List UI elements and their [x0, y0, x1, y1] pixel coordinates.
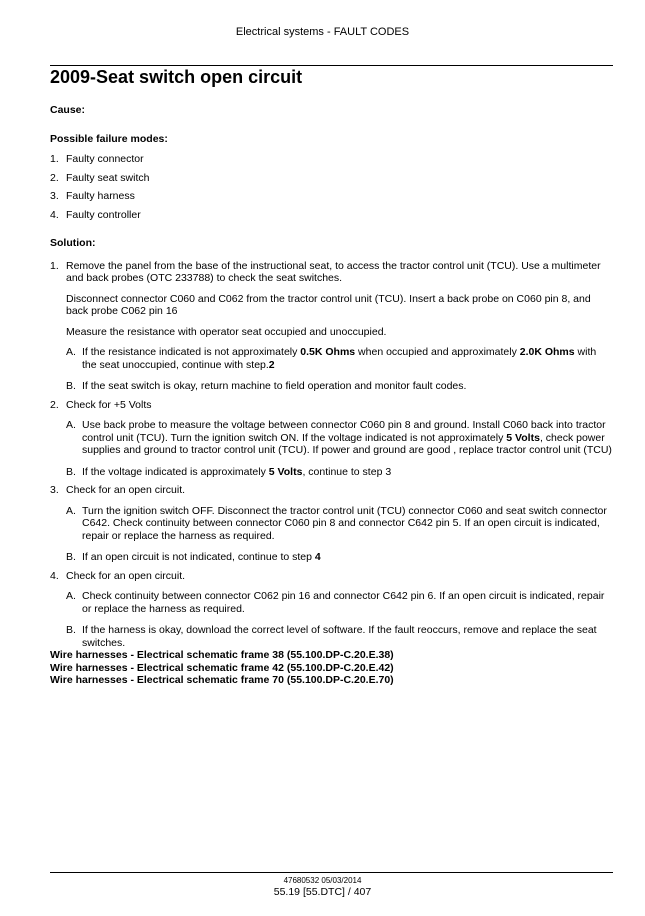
page-title: 2009-Seat switch open circuit — [50, 67, 303, 87]
solution-label: Solution: — [50, 237, 96, 249]
step-paragraph: Disconnect connector C060 and C062 from the tractor control unit (TCU). Insert a back probe on C060 pin 8, and back probe C062 pin 16 — [66, 292, 591, 317]
substep-text: Use back probe to measure the voltage between connector C060 pin 8 and ground. Install C060 back into tractor control unit (TCU). Turn the ignition switch ON. If the voltage indicated is not approximately 5 Volts, check power supplies and ground to tractor control unit (TCU). If power and ground are good , replace tractor control unit (TCU) — [82, 419, 612, 456]
failure-modes-label: Possible failure modes: — [50, 132, 168, 145]
step-lead: Check for an open circuit. — [66, 569, 186, 582]
list-item — [50, 172, 613, 185]
step-paragraph: Measure the resistance with operator seat occupied and unoccupied. — [66, 325, 387, 338]
substep-text: If an open circuit is not indicated, continue to step 4 — [82, 551, 321, 563]
substep-letter: A. — [66, 419, 76, 431]
content-body — [50, 104, 613, 687]
list-item-number: 2. — [50, 171, 59, 184]
footer-rule — [50, 872, 613, 873]
cause-label: Cause: — [50, 104, 86, 116]
reference-link[interactable]: Wire harnesses - Electrical schematic frame 70 (55.100.DP-C.20.E.70) — [50, 674, 394, 686]
solution-step-1 — [50, 260, 613, 399]
list-item-number: 1. — [50, 153, 59, 165]
reference-link[interactable]: Wire harnesses - Electrical schematic frame 42 (55.100.DP-C.20.E.42) — [50, 661, 394, 674]
step-number: 2. — [50, 398, 59, 411]
substep-a — [66, 505, 613, 543]
substep-letter: B. — [66, 465, 76, 478]
substep-letter: B. — [66, 551, 76, 563]
failure-modes-list — [50, 153, 613, 221]
substep-b — [66, 380, 613, 393]
solution-step-4 — [50, 570, 613, 650]
substep-letter: A. — [66, 346, 76, 358]
solution-step-2 — [50, 399, 613, 485]
substep-text: Turn the ignition switch OFF. Disconnect the tractor control unit (TCU) connector C060 and seat switch connector C642. Check continuity between connector C060 pin 8 and connector C642 pin 5. If an open circuit is indicated, repair or replace the harness as required. — [82, 504, 607, 542]
step-number: 3. — [50, 484, 59, 496]
running-header: Electrical systems - FAULT CODES — [235, 26, 410, 38]
list-item-text: Faulty connector — [66, 153, 144, 165]
list-item-text: Faulty seat switch — [66, 171, 150, 184]
list-item-text: Faulty controller — [66, 208, 141, 221]
list-item-number: 3. — [50, 190, 59, 202]
page-number: 55.19 [55.DTC] / 407 — [273, 886, 372, 898]
substep-letter: A. — [66, 590, 76, 602]
substep-text: If the seat switch is okay, return machine to field operation and monitor fault codes. — [82, 380, 467, 392]
list-item — [50, 153, 613, 166]
reference-links — [50, 649, 613, 687]
step-paragraph: Remove the panel from the base of the instructional seat, to access the tractor control unit (TCU). Use a multimeter and back probes (OTC 233788) to check the seat switches. — [66, 259, 601, 284]
substep-a — [66, 590, 613, 615]
step-number: 4. — [50, 569, 59, 582]
substep-letter: B. — [66, 380, 76, 392]
substep-letter: B. — [66, 624, 76, 636]
substep-a — [66, 346, 613, 371]
list-item — [50, 190, 613, 203]
substep-text: Check continuity between connector C062 pin 16 and connector C642 pin 6. If an open circuit is indicated, repair or replace the harness as required. — [82, 590, 605, 615]
substep-letter: A. — [66, 504, 76, 517]
list-item — [50, 209, 613, 222]
solution-step-3 — [50, 484, 613, 570]
reference-link[interactable]: Wire harnesses - Electrical schematic frame 38 (55.100.DP-C.20.E.38) — [50, 649, 394, 661]
list-item-text: Faulty harness — [66, 190, 135, 202]
substep-b — [66, 551, 613, 564]
list-item-number: 4. — [50, 208, 59, 221]
step-lead: Check for an open circuit. — [66, 484, 186, 496]
step-number: 1. — [50, 259, 59, 272]
substep-text: If the resistance indicated is not approximately 0.5K Ohms when occupied and approximately 2.0K Ohms with the seat unoccupied, continue with step.2 — [82, 346, 597, 371]
substep-a — [66, 419, 613, 457]
document-id: 47680532 05/03/2014 — [283, 876, 362, 885]
step-lead: Check for +5 Volts — [66, 398, 152, 411]
header-rule — [50, 65, 613, 66]
substep-b — [66, 466, 613, 479]
substep-text: If the voltage indicated is approximately 5 Volts, continue to step 3 — [82, 465, 392, 478]
substep-text: If the harness is okay, download the correct level of software. If the fault reoccurs, remove and replace the seat switches. — [82, 624, 597, 649]
substep-b — [66, 624, 613, 649]
